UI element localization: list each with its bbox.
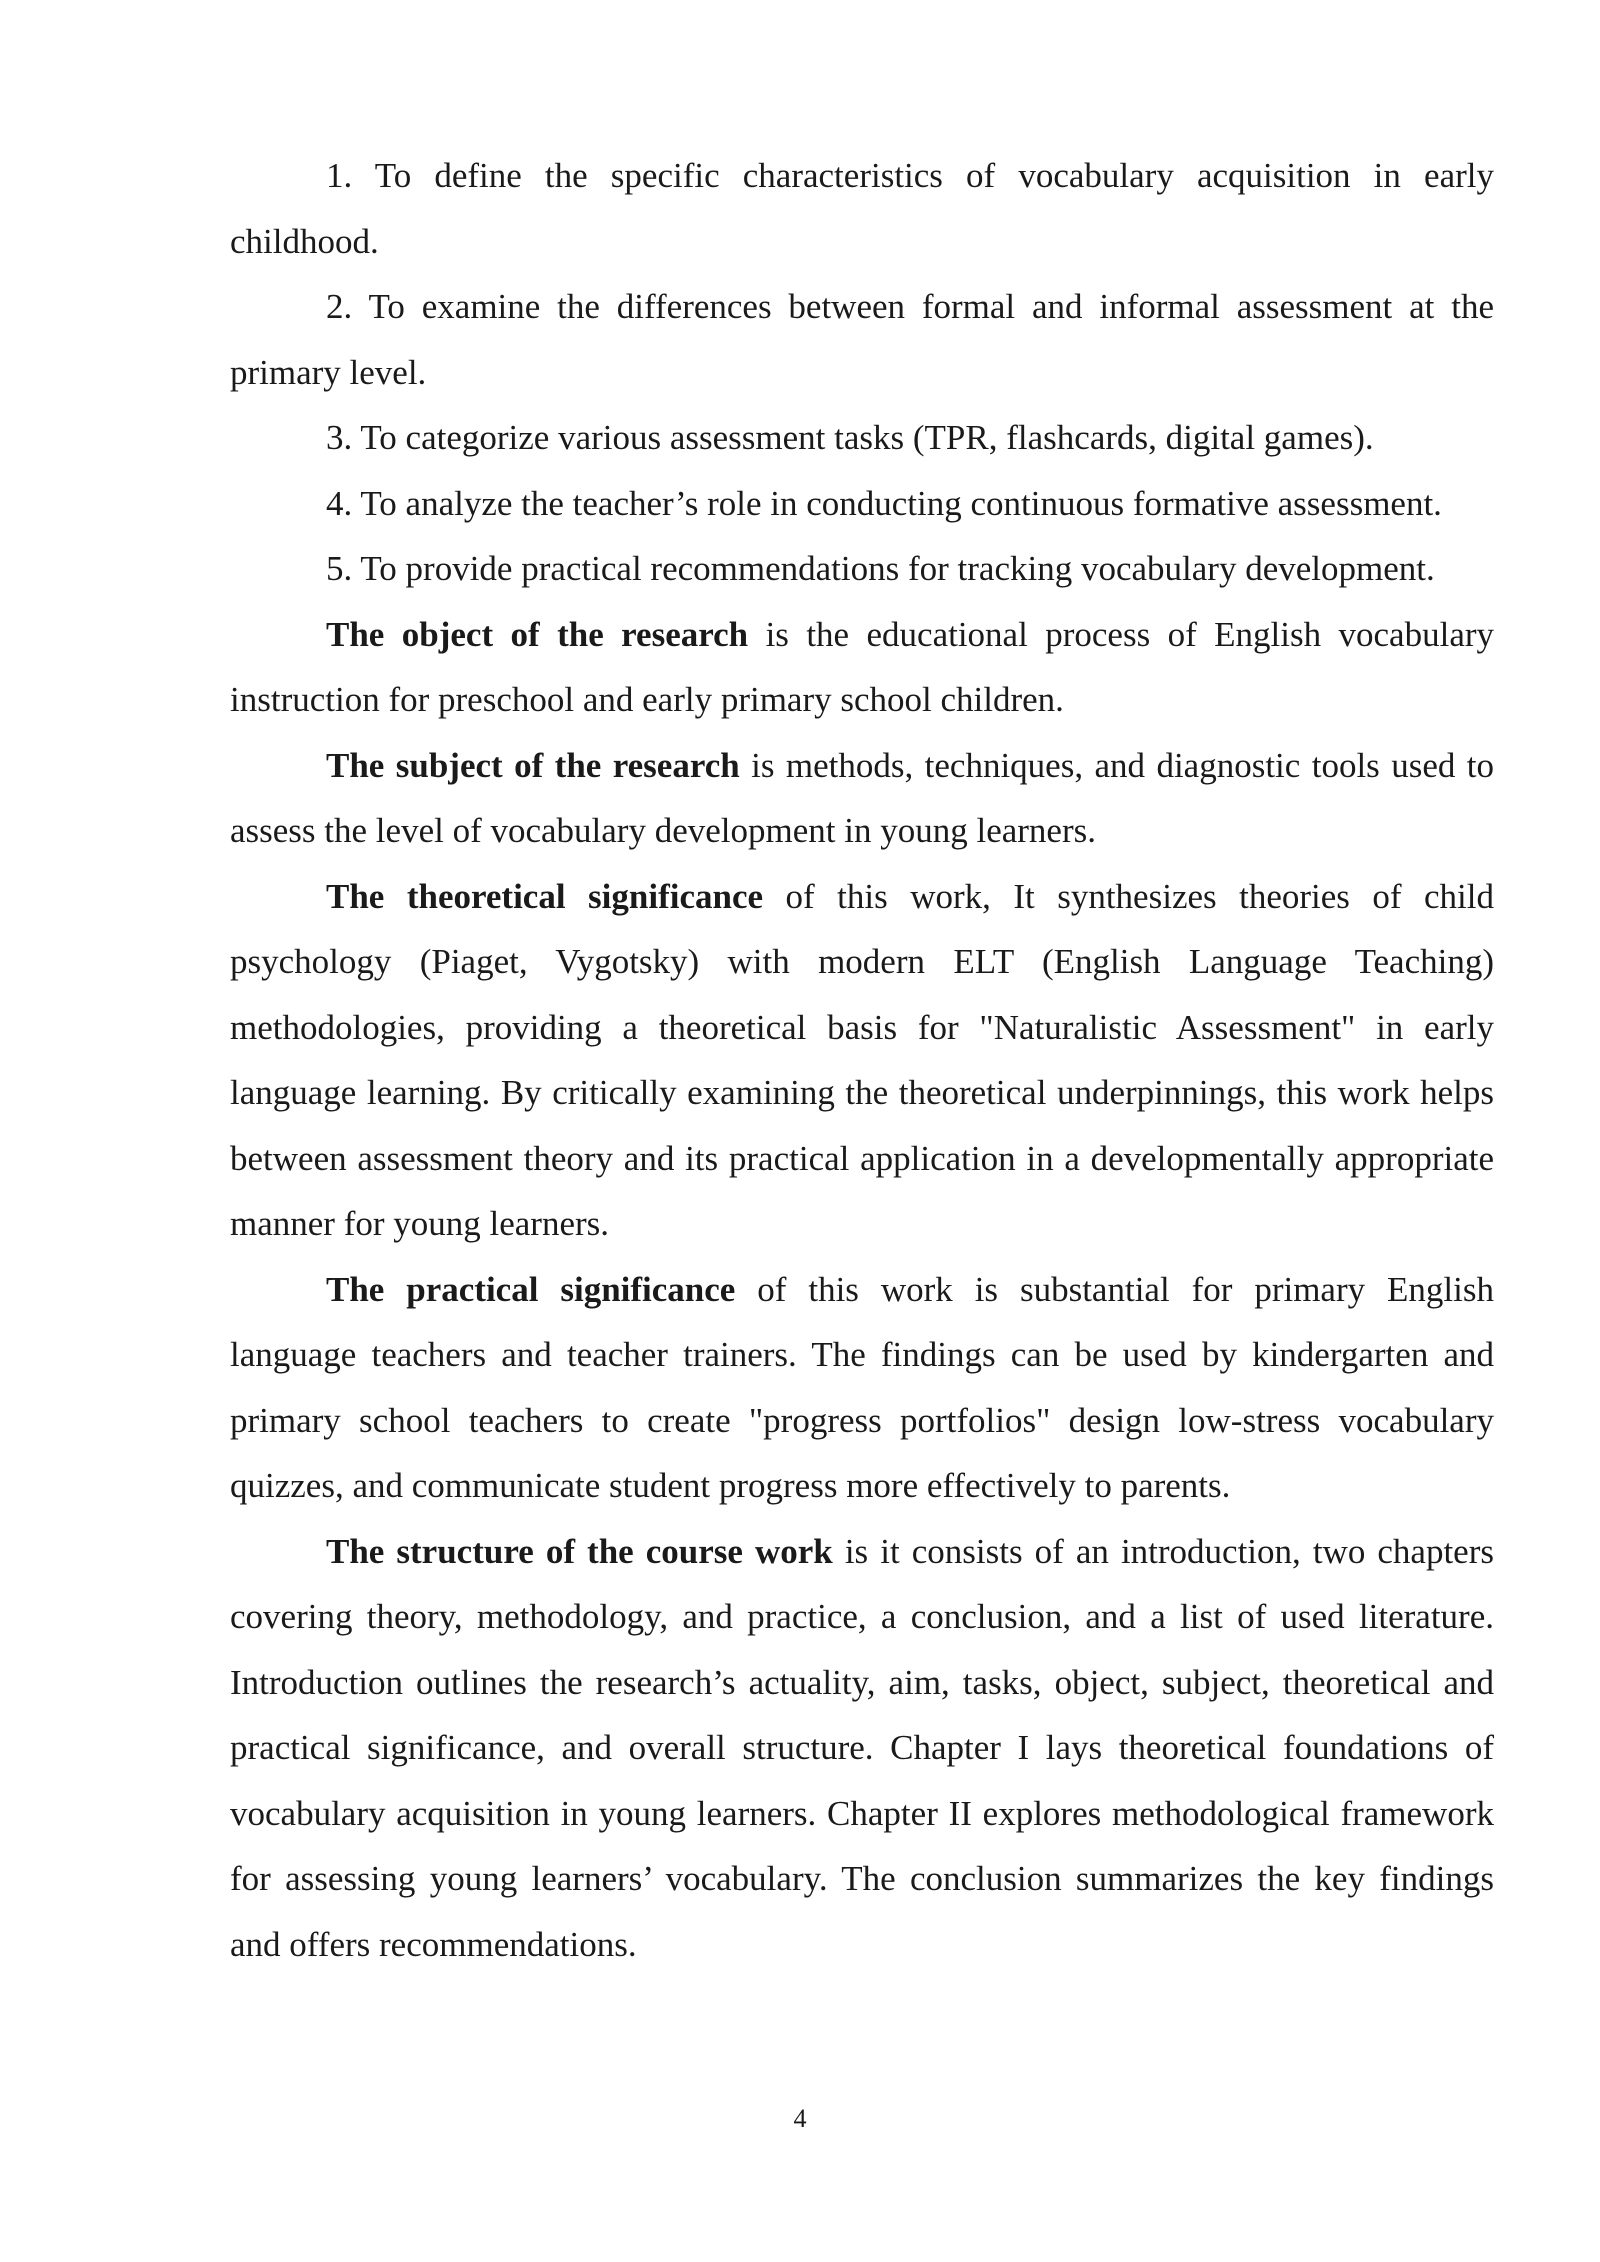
task-item-4: 4. To analyze the teacher’s role in conducting continuous formative assessment. <box>326 483 1442 523</box>
page-number: 4 <box>793 2104 807 2133</box>
structure-lead: The structure of the course work <box>326 1531 833 1571</box>
practical-significance-lead: The practical significance <box>326 1269 736 1309</box>
task-item-1: 1. To define the specific characteristics of vocabulary acquisition in early childhood. <box>230 156 1494 261</box>
subject-lead: The subject of the research <box>326 745 740 785</box>
practical-significance-paragraph <box>230 1257 1494 1519</box>
practical-significance-text: of this work is substantial for primary English language teachers and teacher trainers. The findings can be used by kindergarten and primary school teachers to create "progress portfolios" design low-stress vocabulary quizzes, and communicate student progress more effectively to parents. <box>230 1269 1494 1505</box>
subject-text: is methods, techniques, and diagnostic tools used to assess the level of vocabulary development in young learners. <box>230 745 1494 850</box>
task-item-3: 3. To categorize various assessment tasks (TPR, flashcards, digital games). <box>326 418 1374 457</box>
subject-paragraph <box>230 733 1494 864</box>
theoretical-significance-text: of this work, It synthesizes theories of child psychology (Piaget, Vygotsky) with modern ELT (English Language Teaching) methodologies, providing a theoretical basis for "Naturalistic Assessment" in early language learning. By critically examining the theoretical underpinnings, this work helps between assessment theory and its practical application in a developmentally appropriate manner for young learners. <box>230 876 1494 1243</box>
object-lead: The object of the research <box>326 614 749 654</box>
object-paragraph <box>230 602 1494 733</box>
task-item-2: 2. To examine the differences between formal and informal assessment at the primary level. <box>230 287 1494 392</box>
theoretical-significance-paragraph <box>230 864 1494 1257</box>
theoretical-significance-lead: The theoretical significance <box>326 876 764 916</box>
page-body <box>230 143 1494 1977</box>
structure-paragraph <box>230 1519 1494 1978</box>
task-item-5: 5. To provide practical recommendations for tracking vocabulary development. <box>326 549 1435 588</box>
object-text: is the educational process of English vocabulary instruction for preschool and early primary school children. <box>230 614 1495 719</box>
structure-text: is it consists of an introduction, two chapters covering theory, methodology, and practice, a conclusion, and a list of used literature. Introduction outlines the research’s actuality, aim, tasks, object, subject, theoretical and practical significance, and overall structure. Chapter I lays theoretical foundations of vocabulary acquisition in young learners. Chapter II explores methodological framework for assessing young learners’ vocabulary. The conclusion summarizes the key findings and offers recommendations. <box>230 1531 1494 1964</box>
